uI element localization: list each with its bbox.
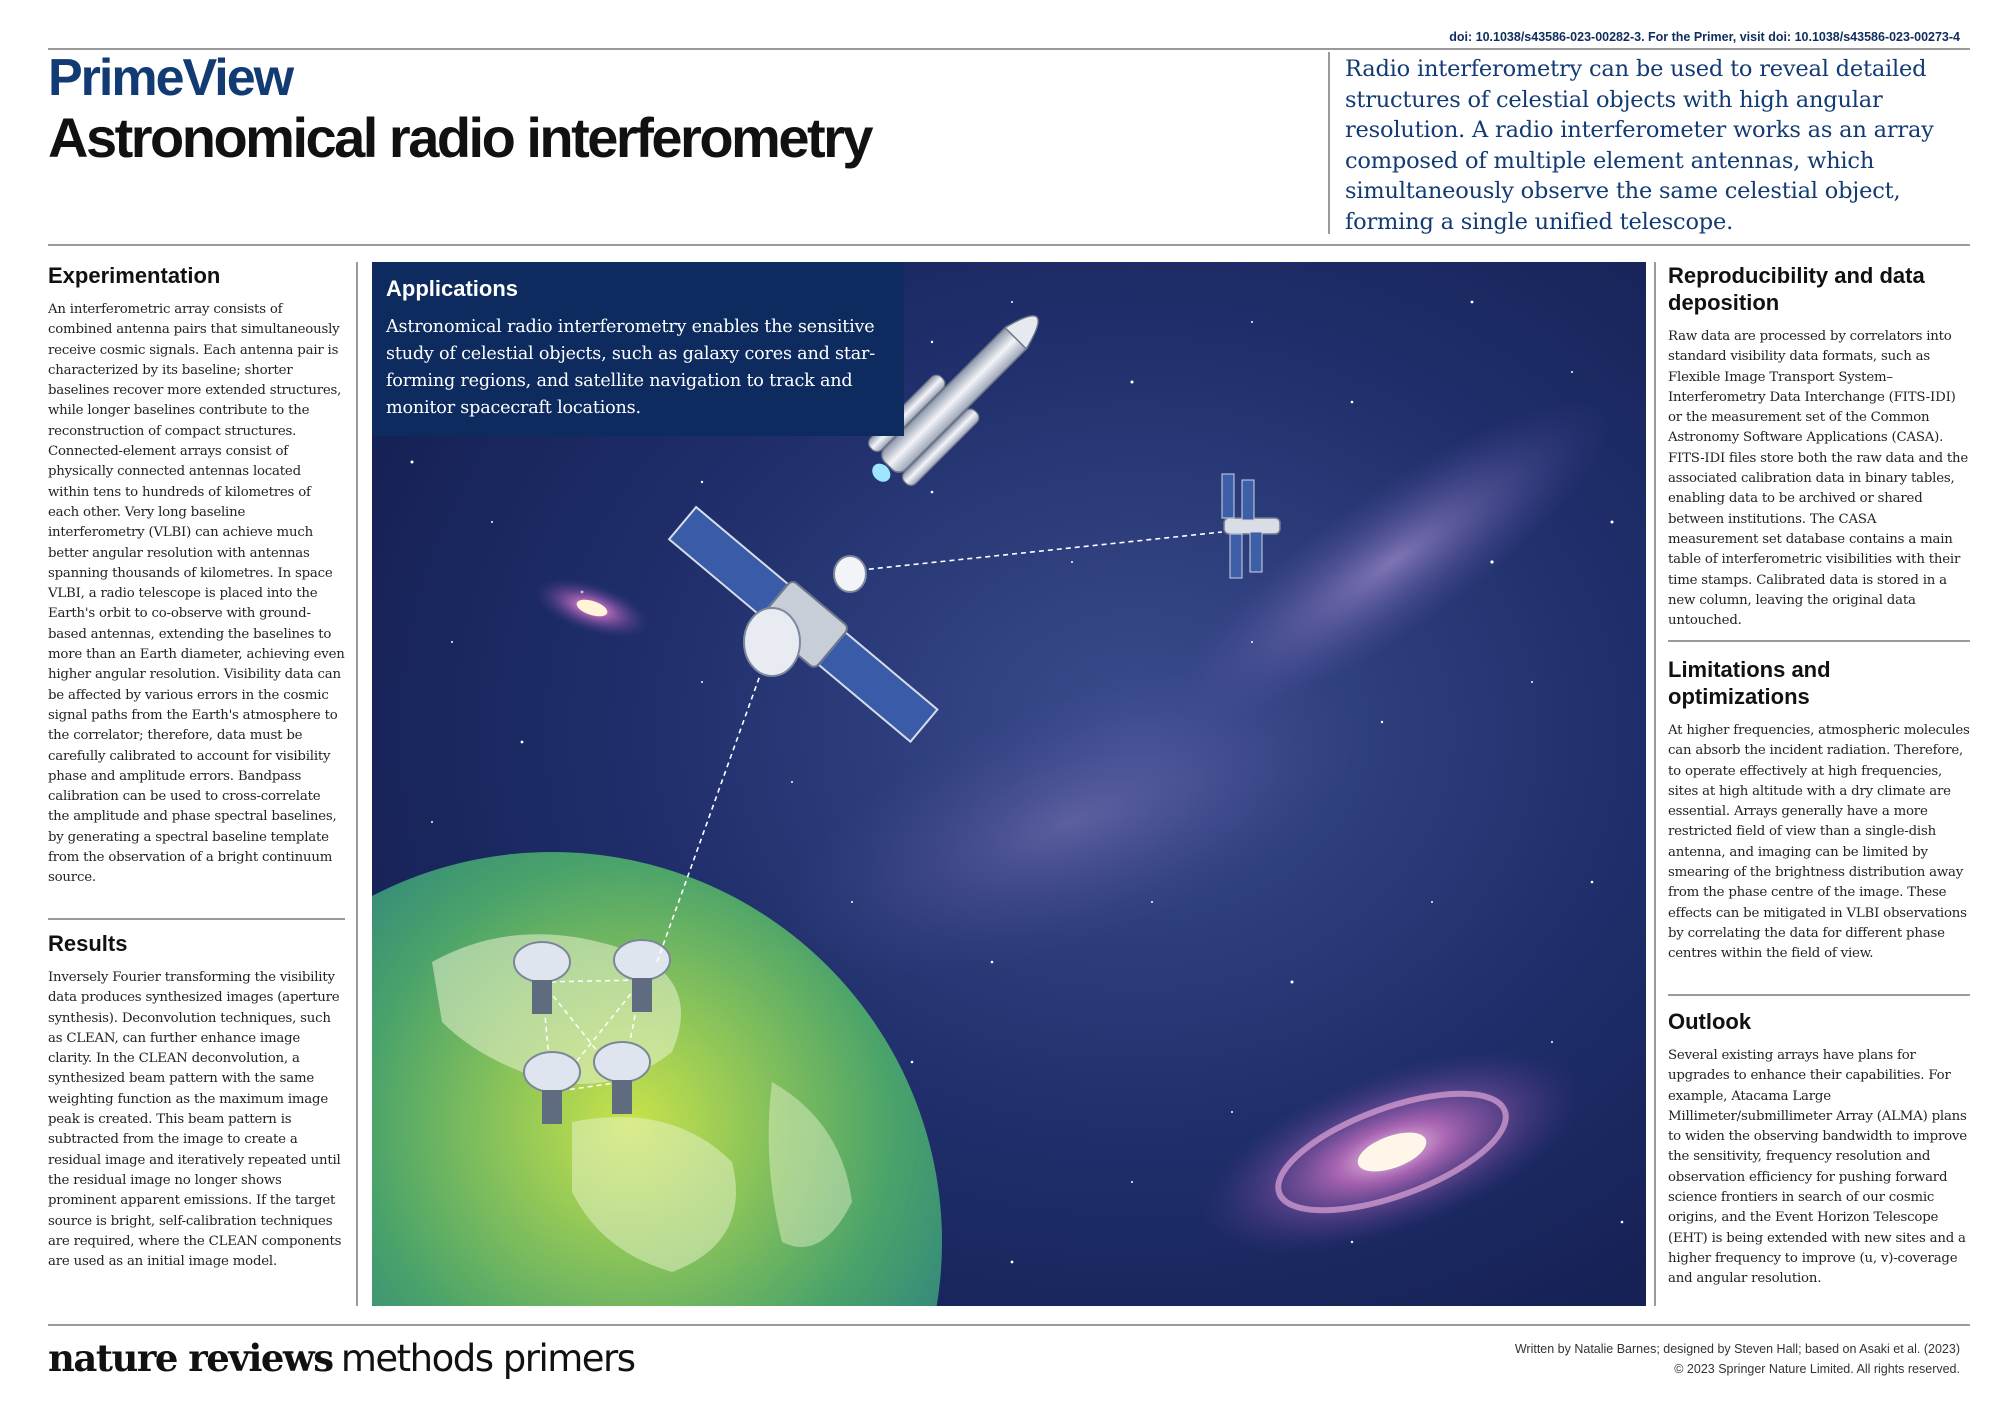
applications-body: Astronomical radio interferometry enables the sensitive study of celestial objects, such as galaxy cores and star-forming regions, and satellite navigation to track and monitor spacecraft locations. (386, 317, 875, 418)
reproducibility-heading: Reproducibility and data deposition (1668, 263, 1925, 315)
limitations-heading: Limitations and optimizations (1668, 657, 1831, 709)
journal-logo-light: methods primers (340, 1337, 635, 1380)
results-body: Inversely Fourier transforming the visibility data produces synthesized images (aperture synthesis). Deconvolution techniques, such as CLEAN, can further enhance image clarity. In the CLEAN deconvolution, a synthesized beam pattern with the same weighting function as the maximum image peak is created. This beam pattern is subtracted from the image to create a residual image and iteratively repeated until the residual image no longer shows prominent apparent emissions. If the target source is bright, self-calibration techniques are required, where the CLEAN components are used as an initial image model. (48, 970, 342, 1270)
left-rule (48, 918, 345, 920)
brand-title: PrimeView (48, 49, 293, 107)
credit-copyright: © 2023 Springer Nature Limited. All rights reserved. (1674, 1362, 1960, 1376)
experimentation-body: An interferometric array consists of combined antenna pairs that simultaneously receive cosmic signals. Each antenna pair is characterized by its baseline; shorter baselines recover more extended structures, while longer baselines contribute to the reconstruction of compact structures. Connected-element arrays consist of physically connected antennas located within tens to hundreds of kilometres of each other. Very long baseline interferometry (VLBI) can achieve much better angular resolution with antennas spanning thousands of kilometres. In space VLBI, a radio telescope is placed into the Earth's orbit to co-observe with ground-based antennas, extending the baselines to more than an Earth diameter, achieving even higher angular resolution. Visibility data can be affected by various errors in the cosmic signal paths from the Earth's atmosphere to the correlator; therefore, data must be carefully calibrated to account for visibility phase and amplitude errors. Bandpass calibration can be used to cross-correlate the amplitude and phase spectral baselines, by generating a spectral baseline template from the observation of a bright continuum source. (48, 302, 345, 886)
results-section (48, 930, 345, 1272)
doi-line: doi: 10.1038/s43586-023-00282-3. For the Primer, visit doi: 10.1038/s43586-023-00273-4 (1449, 30, 1960, 44)
footer-rule (48, 1324, 1970, 1326)
applications-heading: Applications (386, 276, 519, 301)
credits (1515, 1339, 1960, 1379)
experimentation-heading: Experimentation (48, 263, 221, 288)
left-column-divider (356, 262, 358, 1306)
results-heading: Results (48, 931, 128, 956)
intro-paragraph: Radio interferometry can be used to reveal detailed structures of celestial objects with high angular resolution. A radio interferometer works as an array composed of multiple element antennas, which simultaneously observe the same celestial object, forming a single unified telescope. (1345, 56, 1934, 235)
right-column-divider (1654, 262, 1656, 1306)
outlook-heading: Outlook (1668, 1009, 1752, 1034)
credit-authors: Written by Natalie Barnes; designed by Steven Hall; based on Asaki et al. (2023) (1514, 1342, 1960, 1356)
reproducibility-section (1668, 262, 1970, 631)
right-rule-2 (1668, 994, 1970, 996)
limitations-section (1668, 656, 1970, 965)
journal-logo-bold: nature reviews (48, 1336, 333, 1380)
header-rule (48, 244, 1970, 246)
top-rule (48, 48, 1970, 50)
outlook-section (1668, 1008, 1970, 1290)
experimentation-section (48, 262, 345, 889)
journal-logo (48, 1336, 635, 1381)
page-title: Astronomical radio interferometry (48, 106, 872, 169)
reproducibility-body: Raw data are processed by correlators into standard visibility data formats, such as Flexible Image Transport System–Interferometry Data Interchange (FITS-IDI) or the measurement set of the Common Astronomy Software Applications (CASA). FITS-IDI files store both the raw data and the associated calibration data in binary tables, enabling data to be archived or shared between institutions. The CASA measurement set database contains a main table of interferometric visibilities with their time stamps. Calibrated data is stored in a new column, leaving the original data untouched. (1668, 329, 1969, 629)
right-rule-1 (1668, 640, 1970, 642)
outlook-body: Several existing arrays have plans for upgrades to enhance their capabilities. For example, Atacama Large Millimeter/submillimeter Array (ALMA) plans to widen the observing bandwidth to improve the sensitivity, frequency resolution and observation efficiency for pushing forward science frontiers in search of our cosmic origins, and the Event Horizon Telescope (EHT) is being extended with new sites and a higher frequency to improve (u, v)-coverage and angular resolution. (1668, 1048, 1967, 1287)
limitations-body: At higher frequencies, atmospheric molecules can absorb the incident radiation. Therefore, to operate effectively at high frequencies, sites at high altitude with a dry climate are essential. Arrays generally have a more restricted field of view than a single-dish antenna, and imaging can be limited by smearing of the brightness distribution away from the phase centre of the image. These effects can be mitigated in VLBI observations by correlating the data for different phase centres within the field of view. (1668, 723, 1970, 962)
intro-divider (1328, 52, 1330, 234)
applications-box (372, 262, 904, 436)
